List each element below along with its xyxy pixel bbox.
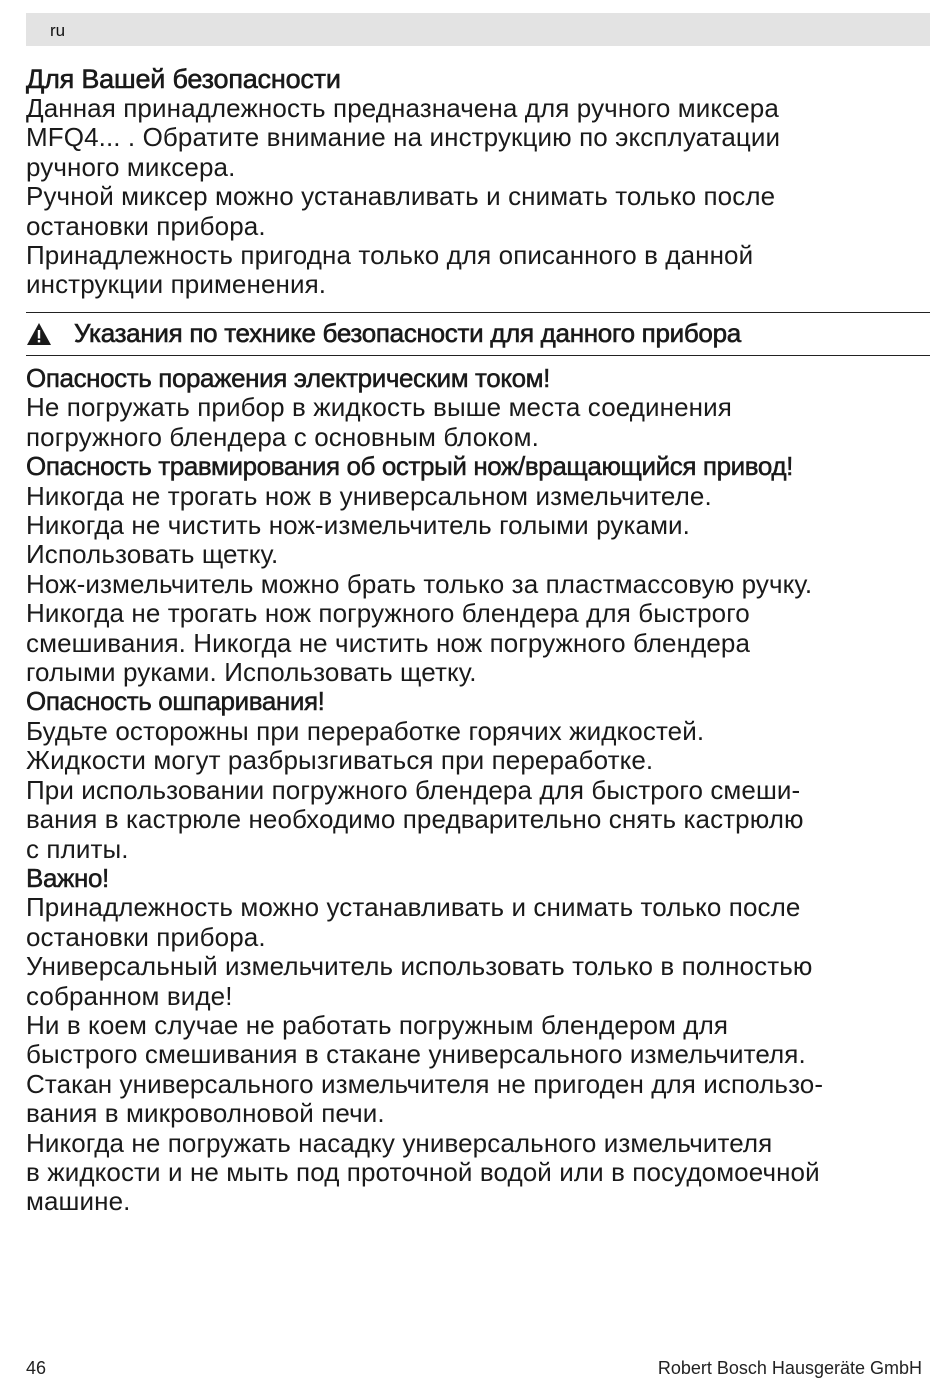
paragraph: Нож-измельчитель можно брать только за пластмассовую ручку. bbox=[26, 568, 813, 599]
warning-title: Указания по технике безопасности для данного прибора bbox=[74, 318, 741, 348]
paragraph: Не погружать прибор в жидкость выше места соединения погружного блендера с основным блоком. bbox=[26, 392, 732, 452]
paragraph: Принадлежность пригодна только для описанного в данной инструкции применения. bbox=[26, 240, 754, 300]
page-number: 46 bbox=[26, 1358, 47, 1378]
paragraph: Ручной миксер можно устанавливать и снимать только после остановки прибора. bbox=[26, 181, 776, 241]
paragraph: При использовании погружного блендера для быстрого смеши- вания в кастрюле необходимо предварительно снять кастрюлю с плиты. bbox=[26, 774, 804, 864]
paragraph: Никогда не чистить нож-измельчитель голыми руками. Использовать щетку. bbox=[26, 510, 690, 570]
paragraph: Принадлежность можно устанавливать и снимать только после остановки прибора. bbox=[26, 892, 801, 952]
paragraph: Ни в коем случае не работать погружным блендером для быстрого смешивания в стакане универсального измельчителя. bbox=[26, 1009, 806, 1070]
subheading-scalding: Опасность ошпаривания! bbox=[26, 686, 325, 717]
subheading-injury: Опасность травмирования об острый нож/вращающийся привод! bbox=[26, 451, 793, 482]
paragraph: Жидкости могут разбрызгиваться при переработке. bbox=[26, 745, 654, 776]
safety-section bbox=[26, 64, 932, 300]
paragraph: Стакан универсального измельчителя не пригоден для использо- вания в микроволновой печи. bbox=[26, 1068, 824, 1129]
company-name: Robert Bosch Hausgeräte GmbH bbox=[657, 1358, 922, 1378]
paragraph: Будьте осторожны при переработке горячих жидкостей. bbox=[26, 715, 705, 746]
paragraph: Данная принадлежность предназначена для ручного миксера MFQ4... . Обратите внимание на инструкцию по эксплуатации ручного миксера. bbox=[26, 93, 781, 182]
paragraph: Универсальный измельчитель использовать только в полностью собранном виде! bbox=[26, 951, 813, 1011]
section-title: Для Вашей безопасности bbox=[26, 64, 341, 94]
paragraph: Никогда не трогать нож в универсальном измельчителе. bbox=[26, 480, 712, 511]
warning-triangle-icon bbox=[26, 322, 52, 346]
paragraph: Никогда не погружать насадку универсального измельчителя в жидкости и не мыть под проточной водой или в посудомоечной машине. bbox=[26, 1127, 820, 1217]
subheading-electric-shock: Опасность поражения электрическим током! bbox=[26, 363, 550, 393]
language-bar bbox=[26, 13, 930, 46]
language-code: ru bbox=[50, 21, 66, 40]
warning-header bbox=[26, 312, 930, 356]
safety-instructions bbox=[26, 364, 932, 1217]
subheading-important: Важно! bbox=[26, 862, 109, 893]
paragraph: Никогда не трогать нож погружного блендера для быстрого смешивания. Никогда не чистить нож погружного блендера голыми руками. Использовать щетку. bbox=[26, 598, 751, 688]
